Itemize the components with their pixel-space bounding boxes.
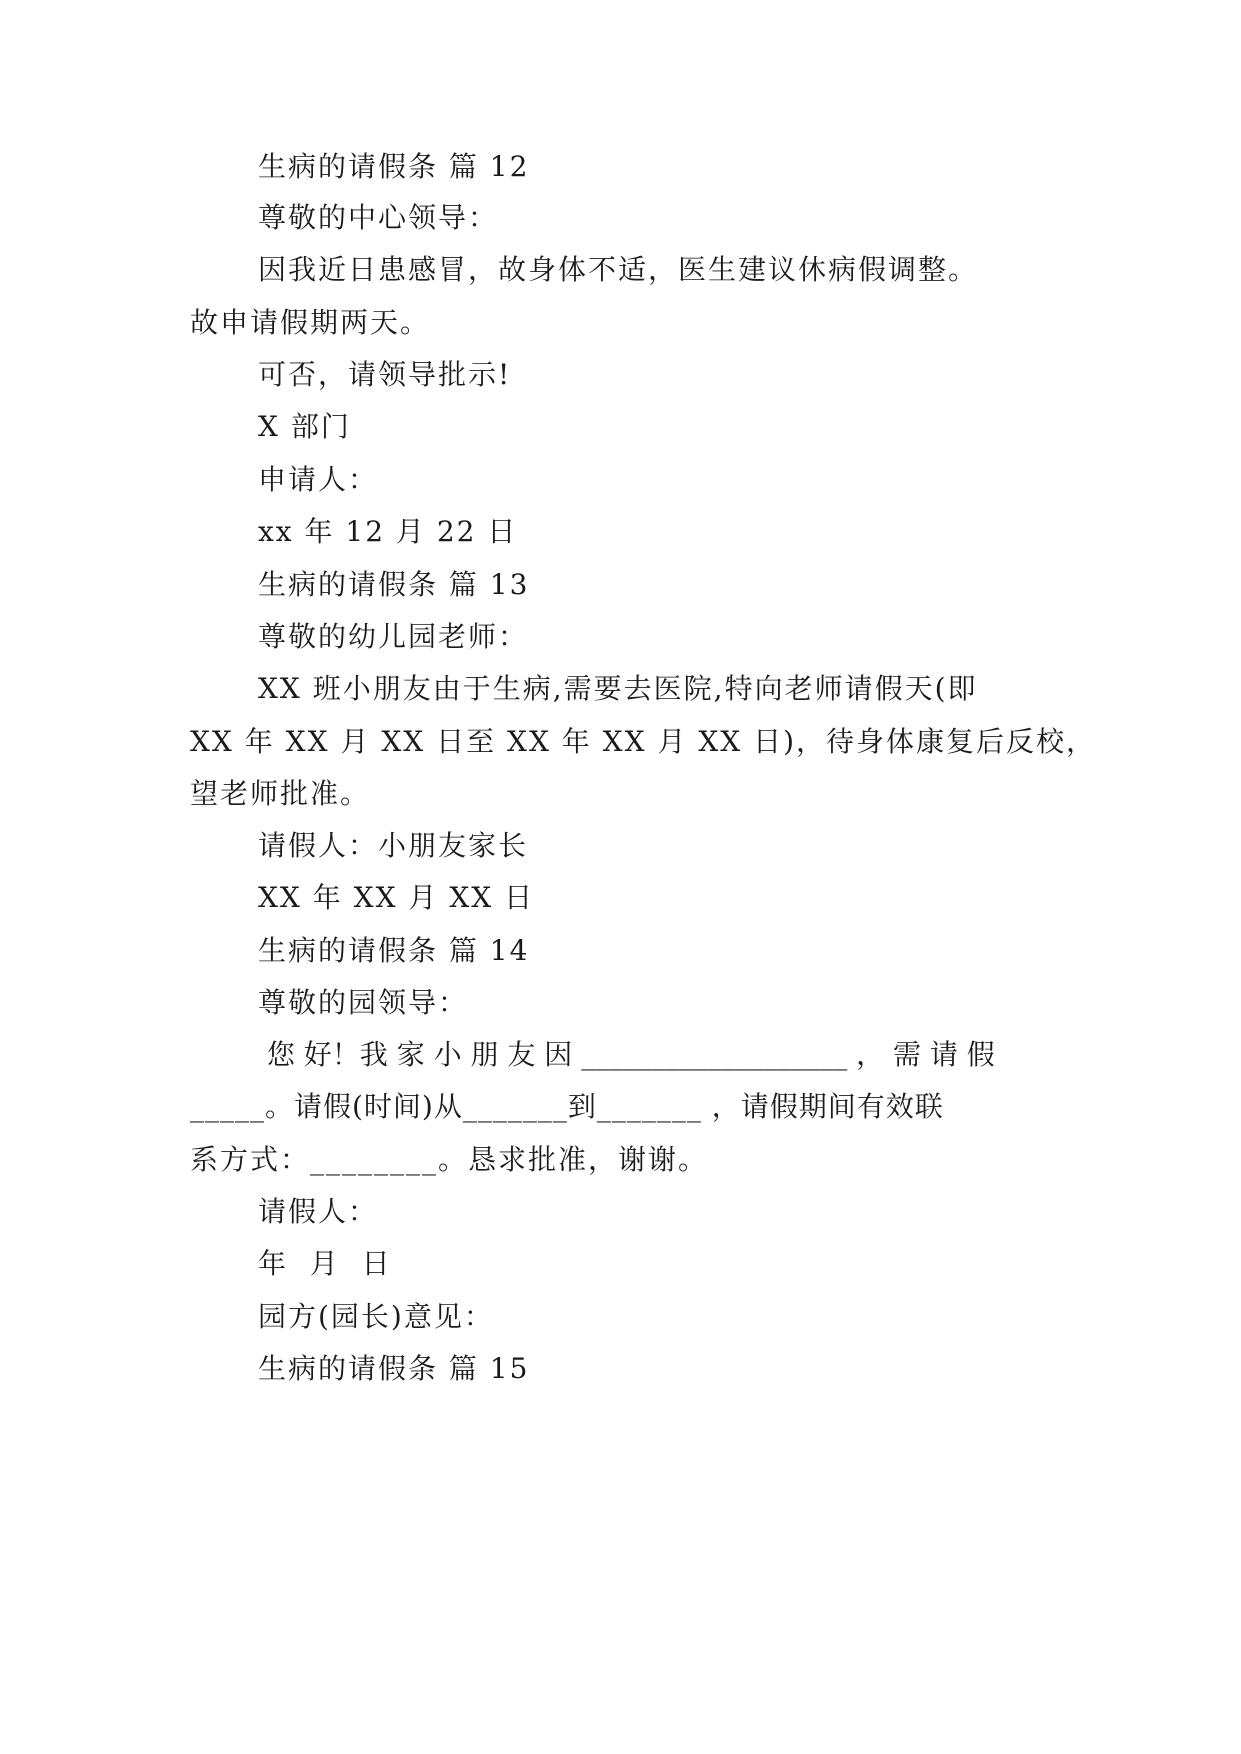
date-line: 年 月 日 — [258, 1247, 392, 1280]
applicant: 请假人：小朋友家长 — [258, 829, 529, 862]
paragraph-line: 因我近日患感冒，故身体不适，医生建议休病假调整。 — [258, 253, 979, 286]
date-line: xx 年 12 月 22 日 — [258, 515, 518, 548]
section-heading-13: 生病的请假条 篇 13 — [258, 568, 530, 601]
paragraph-line: XX 年 XX 月 XX 日至 XX 年 XX 月 XX 日)，待身体康复后反校， — [190, 725, 1097, 758]
salutation: 尊敬的幼儿园老师： — [258, 620, 529, 653]
paragraph-line: 可否，请领导批示! — [258, 358, 512, 391]
paragraph-line: 系方式：________。恳求批准，谢谢。 — [190, 1143, 709, 1176]
paragraph-line: _____。请假(时间)从_______到_______ ，请假期间有效联 — [190, 1090, 944, 1123]
section-heading-12: 生病的请假条 篇 12 — [258, 150, 530, 183]
salutation: 尊敬的中心领导： — [258, 201, 499, 234]
paragraph-line: XX 班小朋友由于生病,需要去医院,特向老师请假天(即 — [258, 672, 978, 705]
department: X 部门 — [258, 410, 351, 443]
paragraph-line: 故申请假期两天。 — [190, 306, 431, 339]
applicant: 请假人： — [258, 1195, 379, 1228]
date-line: XX 年 XX 月 XX 日 — [258, 881, 535, 914]
principal-opinion: 园方(园长)意见： — [258, 1300, 494, 1333]
paragraph-line: 望老师批准。 — [190, 777, 371, 810]
section-heading-14: 生病的请假条 篇 14 — [258, 934, 530, 967]
applicant: 申请人： — [258, 463, 379, 496]
paragraph-line: 您 好！我 家 小 朋 友 因 ___________________ ， 需 请 假 — [258, 1038, 995, 1071]
salutation: 尊敬的园领导： — [258, 986, 469, 1019]
section-heading-15: 生病的请假条 篇 15 — [258, 1352, 530, 1385]
